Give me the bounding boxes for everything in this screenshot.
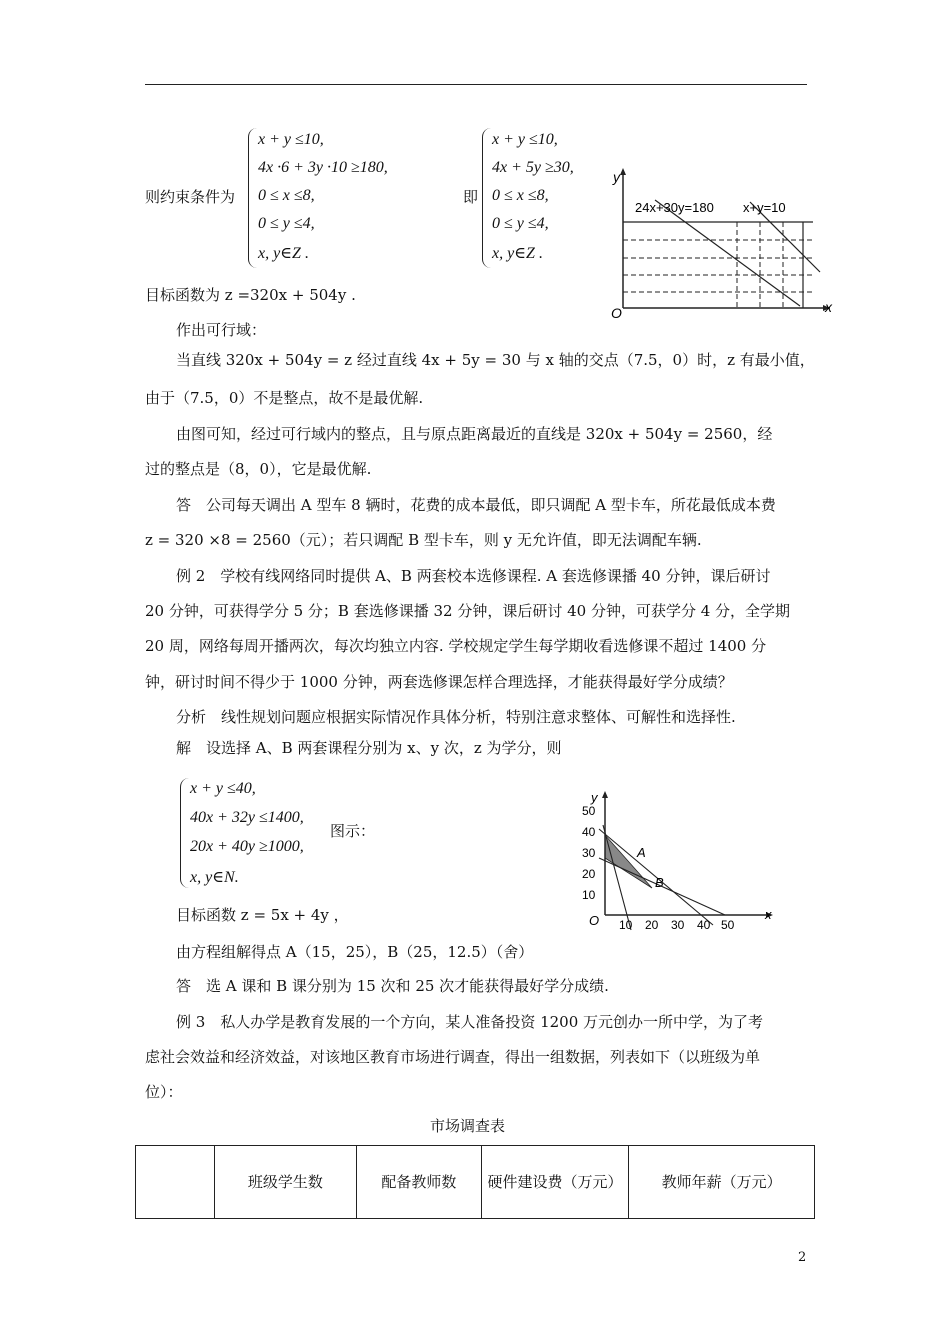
fig2-x-label: x	[765, 907, 772, 922]
system-3-line: x, y∈N.	[190, 869, 239, 886]
survey-table	[135, 1145, 815, 1219]
constraint-lead: 则约束条件为	[145, 188, 236, 206]
paragraph: 钟，研讨时间不得少于 1000 分钟，两套选修课怎样合理选择，才能获得最好学分成绩？	[145, 673, 733, 691]
fig2-feasible-region	[605, 835, 652, 888]
fig2-x-tick: 20	[645, 918, 659, 932]
system-2-line: x + y ≤10,	[492, 131, 558, 148]
paragraph: 当直线 320x + 504y = z 经过直线 4x + 5y = 30 与 x 轴的交点（7.5，0）时，z 有最小值，	[176, 351, 815, 369]
fig1-y-label: y	[613, 169, 620, 185]
paragraph: z = 320 ×8 = 2560（元）；若只调配 B 型卡车，则 y 无允许值，即无法调配车辆.	[145, 531, 702, 549]
header-rule	[145, 84, 807, 85]
brace-1	[248, 128, 257, 268]
system-3-line: x + y ≤40,	[190, 780, 256, 797]
paragraph: 解 设选择 A、B 两套课程分别为 x、y 次，z 为学分，则	[176, 739, 562, 757]
fig2-x-tick: 30	[671, 918, 685, 932]
table-title: 市场调查表	[430, 1117, 506, 1135]
fig1-x-label: x	[825, 299, 832, 315]
paragraph: 目标函数 z = 5x + 4y ，	[176, 906, 349, 924]
system-3-line: 40x + 32y ≤1400,	[190, 809, 304, 826]
fig2-x-tick: 40	[697, 918, 711, 932]
fig1-y-arrow	[620, 168, 626, 175]
system-1-line: x, y∈Z .	[258, 245, 309, 262]
paragraph: 答 选 A 课和 B 课分别为 15 次和 25 次才能获得最好学分成绩.	[176, 977, 609, 995]
fig2-y-arrow	[602, 791, 608, 798]
paragraph: 位）：	[145, 1083, 183, 1101]
figure-2	[575, 785, 775, 940]
system-2-lead: 即	[463, 188, 479, 206]
system-1-line: x + y ≤10,	[258, 131, 324, 148]
table-header-cell: 教师年薪（万元）	[629, 1146, 815, 1219]
table-header-cell: 配备教师数	[357, 1146, 482, 1219]
paragraph: 过的整点是（8，0），它是最优解.	[145, 460, 372, 478]
fig2-x-tick: 50	[721, 918, 735, 932]
paragraph: 20 周，网络每周开播两次，每次均独立内容. 学校规定学生每学期收看选修课不超过 1400 分	[145, 637, 767, 655]
fig1-line1-label: 24x+30y=180	[635, 200, 714, 215]
fig2-y-tick: 50	[582, 804, 596, 818]
system-1-line: 0 ≤ y ≤4,	[258, 215, 315, 232]
fig1-origin-label: O	[611, 305, 622, 320]
paragraph: 虑社会效益和经济效益，对该地区教育市场进行调查，得出一组数据，列表如下（以班级为单	[145, 1048, 761, 1066]
system-1-line: 4x ·6 + 3y ·10 ≥180,	[258, 159, 388, 176]
paragraph: 20 分钟，可获得学分 5 分；B 套选修课播 32 分钟，课后研讨 40 分钟，可获学分 4 分，全学期	[145, 602, 791, 620]
fig2-y-tick: 30	[582, 846, 596, 860]
system-2-line: 0 ≤ y ≤4,	[492, 215, 549, 232]
paragraph: 由方程组解得点 A（15，25），B（25，12.5）（舍）	[176, 943, 534, 961]
paragraph: 由图可知，经过可行域内的整点，且与原点距离最近的直线是 320x + 504y = 2560，经	[176, 425, 773, 443]
fig1-line2-label: x+y=10	[743, 200, 786, 215]
brace-3	[180, 778, 189, 888]
fig2-x-tick: 10	[619, 918, 633, 932]
fig2-y-label: y	[591, 790, 598, 805]
fig2-y-tick: 40	[582, 825, 596, 839]
system-3-line: 20x + 40y ≥1000,	[190, 838, 304, 855]
fig2-point-b-label: B	[655, 875, 664, 890]
paragraph: 由于（7.5，0）不是整点，故不是最优解.	[145, 389, 424, 407]
figure-1	[605, 160, 840, 320]
paragraph: 作出可行域：	[176, 321, 267, 339]
paragraph: 分析 线性规划问题应根据实际情况作具体分析，特别注意求整体、可解性和选择性.	[176, 708, 736, 726]
page-number: 2	[798, 1250, 807, 1265]
table-header-cell: 硬件建设费（万元）	[481, 1146, 629, 1219]
table-header-row	[136, 1146, 815, 1219]
paragraph: 例 2 学校有线网络同时提供 A、B 两套校本选修课程. A 套选修课播 40 分钟，课后研讨	[176, 567, 771, 585]
paragraph: 答 公司每天调出 A 型车 8 辆时，花费的成本最低，即只调配 A 型卡车，所花最低成本费	[176, 496, 776, 514]
paragraph: 例 3 私人办学是教育发展的一个方向，某人准备投资 1200 万元创办一所中学，为了考	[176, 1013, 764, 1031]
fig2-origin-label: O	[589, 913, 600, 928]
table-header-cell	[136, 1146, 215, 1219]
fig2-y-tick: 10	[582, 888, 596, 902]
system-2-line: 4x + 5y ≥30,	[492, 159, 574, 176]
fig1-line-1	[655, 200, 800, 306]
system-1-line: 0 ≤ x ≤8,	[258, 187, 315, 204]
figure-label: 图示：	[330, 822, 376, 840]
fig2-y-tick: 20	[582, 867, 596, 881]
system-2-line: x, y∈Z .	[492, 245, 543, 262]
objective-function: 目标函数为 z =320x + 504y .	[145, 286, 356, 304]
table-header-cell: 班级学生数	[214, 1146, 356, 1219]
fig2-point-a-label: A	[637, 845, 646, 860]
system-2-line: 0 ≤ x ≤8,	[492, 187, 549, 204]
brace-2	[482, 128, 491, 268]
